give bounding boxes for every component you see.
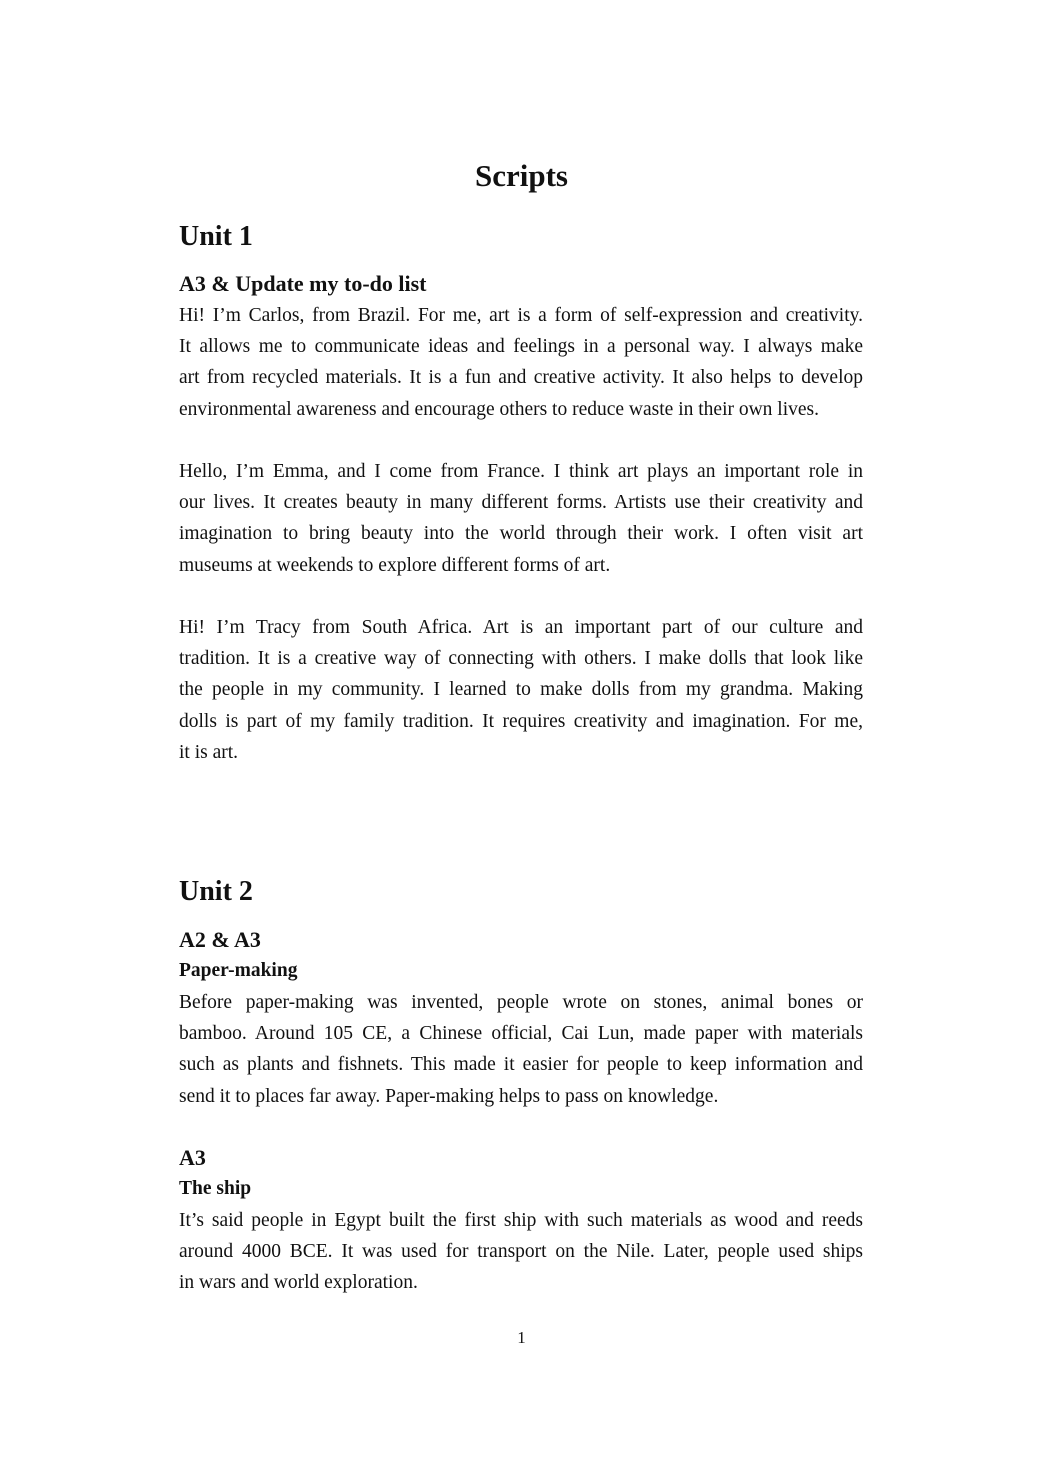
unit-2-section-1-heading: A2 & A3 bbox=[179, 927, 261, 952]
text-line: art from recycled materials. It is a fun and creative activity. It also helps to develop bbox=[179, 367, 863, 389]
text-line: dolls is part of my family tradition. It requires creativity and imagination. For me, bbox=[179, 710, 863, 732]
unit-1-section-heading: A3 & Update my to-do list bbox=[179, 271, 427, 296]
unit-2-section-2-paragraph bbox=[179, 1205, 863, 1299]
unit-1-paragraph-1 bbox=[179, 300, 863, 425]
text-line: tradition. It is a creative way of connecting with others. I make dolls that look like bbox=[179, 648, 863, 670]
text-line: in wars and world exploration. bbox=[179, 1272, 418, 1294]
unit-2-section-1-subheading: Paper-making bbox=[179, 960, 298, 981]
text-line: museums at weekends to explore different forms of art. bbox=[179, 554, 611, 576]
text-line: environmental awareness and encourage others to reduce waste in their own lives. bbox=[179, 398, 820, 420]
text-line: Hi! I’m Carlos, from Brazil. For me, art is a form of self-expression and creativity. bbox=[179, 305, 863, 326]
text-line: our lives. It creates beauty in many different forms. Artists use their creativity and bbox=[179, 492, 863, 514]
text-line: such as plants and fishnets. This made it easier for people to keep information and bbox=[179, 1054, 863, 1076]
text-line: Hi! I’m Tracy from South Africa. Art is an important part of our culture and bbox=[179, 617, 863, 638]
unit-2-section-1-paragraph bbox=[179, 987, 863, 1112]
text-line: the people in my community. I learned to make dolls from my grandma. Making bbox=[179, 679, 863, 701]
text-line: Before paper-making was invented, people wrote on stones, animal bones or bbox=[179, 992, 863, 1013]
text-line: bamboo. Around 105 CE, a Chinese official, Cai Lun, made paper with materials bbox=[179, 1023, 863, 1045]
unit-1-heading: Unit 1 bbox=[179, 221, 253, 252]
unit-2-heading: Unit 2 bbox=[179, 876, 253, 907]
text-line: It’s said people in Egypt built the first ship with such materials as wood and reeds bbox=[179, 1210, 863, 1231]
unit-1-paragraph-3 bbox=[179, 612, 863, 768]
text-line: imagination to bring beauty into the world through their work. I often visit art bbox=[179, 523, 863, 545]
unit-1-paragraph-2 bbox=[179, 456, 863, 581]
unit-2-section-2-subheading: The ship bbox=[179, 1178, 252, 1199]
unit-2-section-2-heading: A3 bbox=[179, 1145, 206, 1170]
text-line: It allows me to communicate ideas and feelings in a personal way. I always make bbox=[179, 336, 863, 358]
page-number: 1 bbox=[517, 1328, 526, 1347]
text-line: around 4000 BCE. It was used for transport on the Nile. Later, people used ships bbox=[179, 1241, 863, 1263]
text-line: it is art. bbox=[179, 741, 239, 763]
page-title: Scripts bbox=[475, 158, 568, 193]
text-line: send it to places far away. Paper-making helps to pass on knowledge. bbox=[179, 1085, 719, 1107]
text-line: Hello, I’m Emma, and I come from France. I think art plays an important role in bbox=[179, 461, 863, 482]
